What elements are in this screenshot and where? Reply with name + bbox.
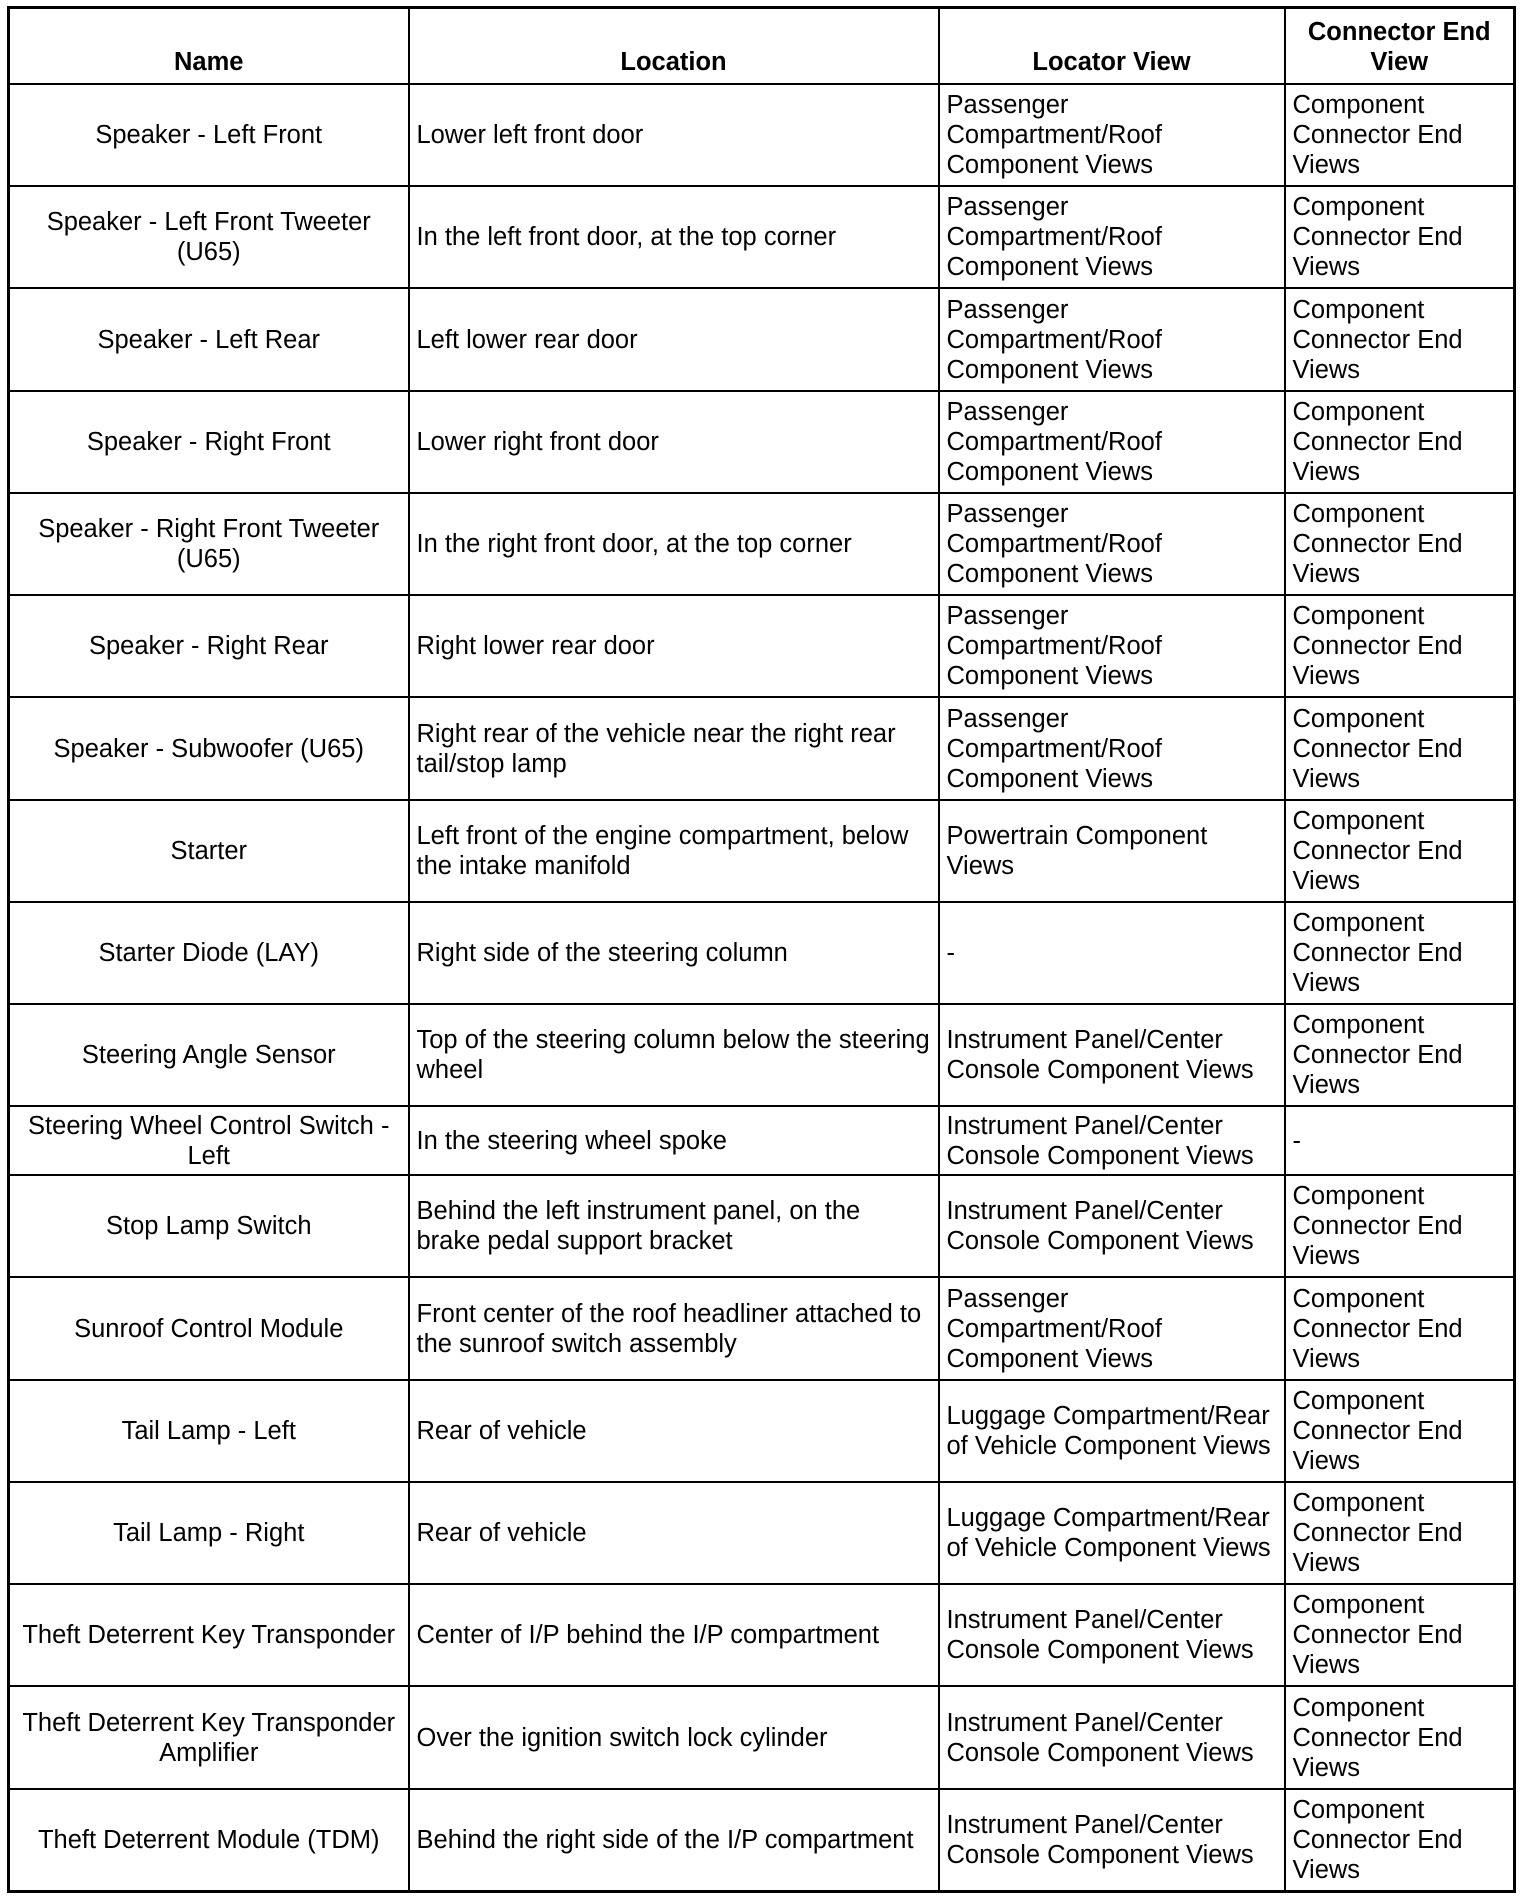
cell-locator-view: Passenger Compartment/Roof Component Views [939,84,1285,186]
cell-locator-view: Passenger Compartment/Roof Component Views [939,595,1285,697]
cell-locator-view: Luggage Compartment/Rear of Vehicle Component Views [939,1380,1285,1482]
cell-name: Starter Diode (LAY) [9,902,409,1004]
cell-locator-view: Passenger Compartment/Roof Component Views [939,288,1285,390]
table-row [9,697,1515,799]
cell-connector-end-view: Component Connector End Views [1285,1004,1515,1106]
cell-name: Sunroof Control Module [9,1277,409,1379]
header-row [9,8,1515,85]
cell-connector-end-view: Component Connector End Views [1285,697,1515,799]
table-row [9,493,1515,595]
table-row [9,1004,1515,1106]
cell-locator-view: Passenger Compartment/Roof Component Views [939,697,1285,799]
cell-name: Steering Angle Sensor [9,1004,409,1106]
cell-connector-end-view: Component Connector End Views [1285,902,1515,1004]
table-row [9,288,1515,390]
table-row [9,84,1515,186]
table-row [9,902,1515,1004]
table-row [9,1106,1515,1175]
cell-locator-view: Instrument Panel/Center Console Component Views [939,1175,1285,1277]
component-locator-table-container [7,6,1513,1893]
cell-name: Theft Deterrent Key Transponder Amplifier [9,1686,409,1788]
cell-location: Behind the right side of the I/P compartment [409,1789,939,1892]
table-row [9,1175,1515,1277]
cell-name: Speaker - Subwoofer (U65) [9,697,409,799]
cell-name: Steering Wheel Control Switch - Left [9,1106,409,1175]
cell-name: Starter [9,800,409,902]
cell-connector-end-view: Component Connector End Views [1285,288,1515,390]
cell-connector-end-view: Component Connector End Views [1285,84,1515,186]
cell-connector-end-view: Component Connector End Views [1285,1482,1515,1584]
cell-connector-end-view: Component Connector End Views [1285,493,1515,595]
cell-locator-view: Passenger Compartment/Roof Component Views [939,391,1285,493]
cell-location: Center of I/P behind the I/P compartment [409,1584,939,1686]
cell-locator-view: Instrument Panel/Center Console Component Views [939,1584,1285,1686]
cell-location: Front center of the roof headliner attached to the sunroof switch assembly [409,1277,939,1379]
cell-location: Left front of the engine compartment, below the intake manifold [409,800,939,902]
table-row [9,1380,1515,1482]
cell-name: Speaker - Left Rear [9,288,409,390]
cell-name: Tail Lamp - Right [9,1482,409,1584]
cell-name: Speaker - Right Front Tweeter (U65) [9,493,409,595]
header-locator-view: Locator View [939,8,1285,85]
cell-location: Rear of vehicle [409,1482,939,1584]
cell-location: Right side of the steering column [409,902,939,1004]
cell-connector-end-view: Component Connector End Views [1285,595,1515,697]
cell-locator-view: Luggage Compartment/Rear of Vehicle Component Views [939,1482,1285,1584]
cell-name: Theft Deterrent Key Transponder [9,1584,409,1686]
cell-location: Behind the left instrument panel, on the brake pedal support bracket [409,1175,939,1277]
cell-location: Right lower rear door [409,595,939,697]
table-row [9,1789,1515,1892]
table-row [9,391,1515,493]
cell-name: Speaker - Right Front [9,391,409,493]
cell-connector-end-view: Component Connector End Views [1285,1380,1515,1482]
cell-location: Left lower rear door [409,288,939,390]
cell-name: Tail Lamp - Left [9,1380,409,1482]
cell-location: In the right front door, at the top corner [409,493,939,595]
cell-connector-end-view: Component Connector End Views [1285,186,1515,288]
cell-name: Speaker - Left Front Tweeter (U65) [9,186,409,288]
cell-connector-end-view: - [1285,1106,1515,1175]
cell-name: Speaker - Left Front [9,84,409,186]
cell-location: Rear of vehicle [409,1380,939,1482]
cell-connector-end-view: Component Connector End Views [1285,1175,1515,1277]
table-row [9,186,1515,288]
cell-location: Lower right front door [409,391,939,493]
cell-locator-view: Instrument Panel/Center Console Component Views [939,1106,1285,1175]
cell-connector-end-view: Component Connector End Views [1285,391,1515,493]
cell-connector-end-view: Component Connector End Views [1285,1686,1515,1788]
cell-locator-view: Instrument Panel/Center Console Component Views [939,1789,1285,1892]
header-location: Location [409,8,939,85]
cell-connector-end-view: Component Connector End Views [1285,1277,1515,1379]
cell-name: Theft Deterrent Module (TDM) [9,1789,409,1892]
cell-locator-view: - [939,902,1285,1004]
cell-locator-view: Instrument Panel/Center Console Component Views [939,1004,1285,1106]
cell-location: Lower left front door [409,84,939,186]
cell-name: Stop Lamp Switch [9,1175,409,1277]
cell-location: Top of the steering column below the steering wheel [409,1004,939,1106]
table-row [9,800,1515,902]
cell-locator-view: Passenger Compartment/Roof Component Views [939,186,1285,288]
cell-connector-end-view: Component Connector End Views [1285,800,1515,902]
cell-location: Right rear of the vehicle near the right rear tail/stop lamp [409,697,939,799]
table-row [9,1482,1515,1584]
cell-connector-end-view: Component Connector End Views [1285,1584,1515,1686]
component-locator-table [7,6,1516,1893]
cell-location: Over the ignition switch lock cylinder [409,1686,939,1788]
header-connector-end-view: Connector End View [1285,8,1515,85]
table-row [9,1686,1515,1788]
cell-locator-view: Passenger Compartment/Roof Component Views [939,493,1285,595]
cell-locator-view: Instrument Panel/Center Console Component Views [939,1686,1285,1788]
cell-locator-view: Passenger Compartment/Roof Component Views [939,1277,1285,1379]
cell-location: In the steering wheel spoke [409,1106,939,1175]
table-row [9,1584,1515,1686]
cell-connector-end-view: Component Connector End Views [1285,1789,1515,1892]
table-row [9,1277,1515,1379]
cell-name: Speaker - Right Rear [9,595,409,697]
cell-location: In the left front door, at the top corner [409,186,939,288]
table-body [9,84,1515,1892]
header-name: Name [9,8,409,85]
cell-locator-view: Powertrain Component Views [939,800,1285,902]
table-row [9,595,1515,697]
